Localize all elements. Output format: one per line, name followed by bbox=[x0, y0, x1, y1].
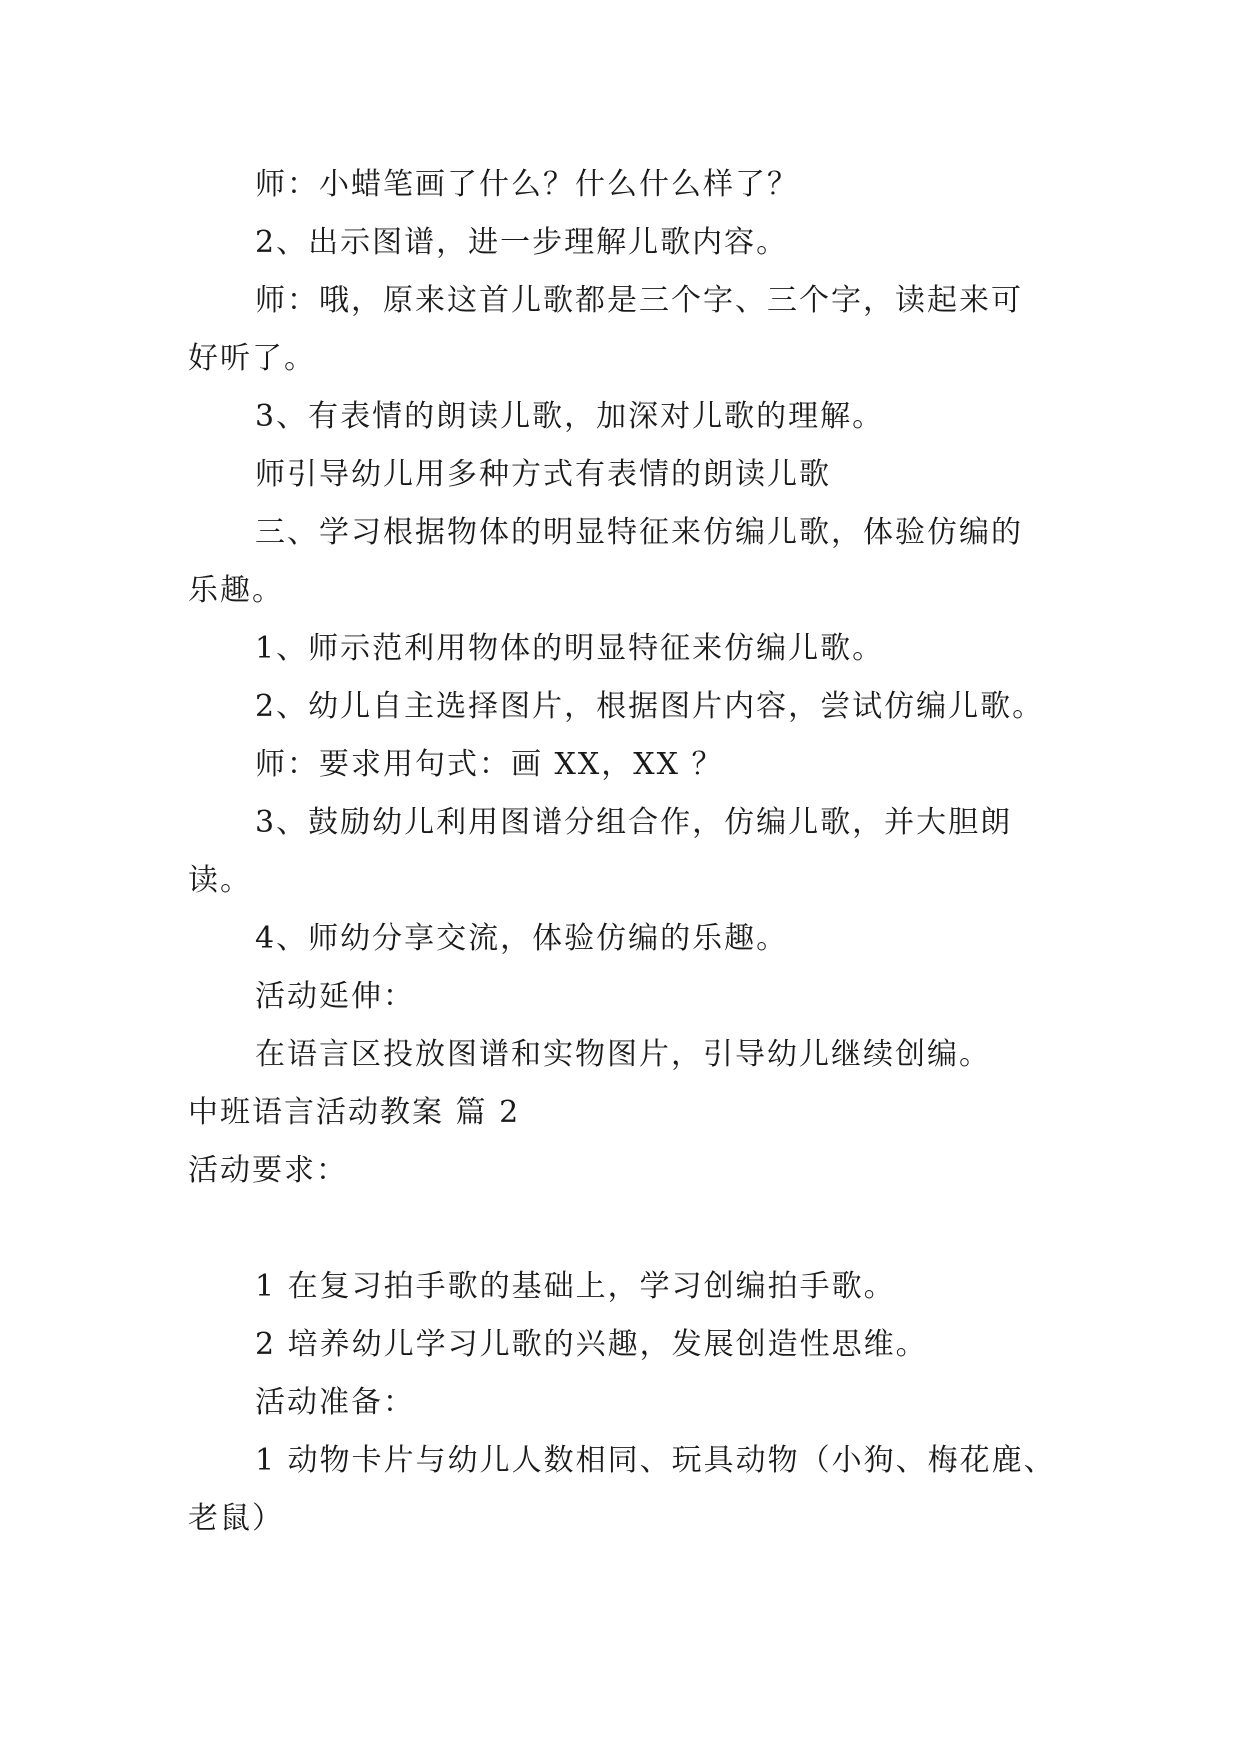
paragraph-line: 3、鼓励幼儿利用图谱分组合作，仿编儿歌，并大胆朗 bbox=[255, 805, 1013, 840]
paragraph-line: 好听了。 bbox=[188, 341, 316, 376]
paragraph-line: 2、出示图谱，进一步理解儿歌内容。 bbox=[255, 225, 789, 260]
paragraph-line: 师：哦，原来这首儿歌都是三个字、三个字，读起来可 bbox=[255, 283, 1023, 318]
section-heading: 中班语言活动教案 篇 2 bbox=[188, 1095, 521, 1130]
paragraph-line: 在语言区投放图谱和实物图片，引导幼儿继续创编。 bbox=[255, 1037, 991, 1072]
paragraph-line: 师：要求用句式：画 XX，XX ？ bbox=[255, 747, 724, 782]
list-item: 1 在复习拍手歌的基础上，学习创编拍手歌。 bbox=[255, 1269, 896, 1304]
paragraph-line: 老鼠） bbox=[188, 1501, 284, 1536]
paragraph-line: 读。 bbox=[188, 863, 252, 898]
paragraph-line: 三、学习根据物体的明显特征来仿编儿歌，体验仿编的 bbox=[255, 515, 1023, 550]
paragraph-line: 2、幼儿自主选择图片，根据图片内容，尝试仿编儿歌。 bbox=[255, 689, 1045, 724]
list-item: 1 动物卡片与幼儿人数相同、玩具动物（小狗、梅花鹿、 bbox=[255, 1443, 1056, 1478]
section-label: 活动准备： bbox=[255, 1385, 415, 1420]
paragraph-line: 4、师幼分享交流，体验仿编的乐趣。 bbox=[255, 921, 789, 956]
paragraph-line: 3、有表情的朗读儿歌，加深对儿歌的理解。 bbox=[255, 399, 885, 434]
section-label: 活动要求： bbox=[188, 1153, 348, 1188]
list-item: 2 培养幼儿学习儿歌的兴趣，发展创造性思维。 bbox=[255, 1327, 928, 1362]
paragraph-line: 1、师示范利用物体的明显特征来仿编儿歌。 bbox=[255, 631, 885, 666]
paragraph-line: 师引导幼儿用多种方式有表情的朗读儿歌 bbox=[255, 457, 831, 492]
paragraph-line: 乐趣。 bbox=[188, 573, 284, 608]
paragraph-line: 师：小蜡笔画了什么？什么什么样了？ bbox=[255, 167, 799, 202]
section-label: 活动延伸： bbox=[255, 979, 415, 1014]
